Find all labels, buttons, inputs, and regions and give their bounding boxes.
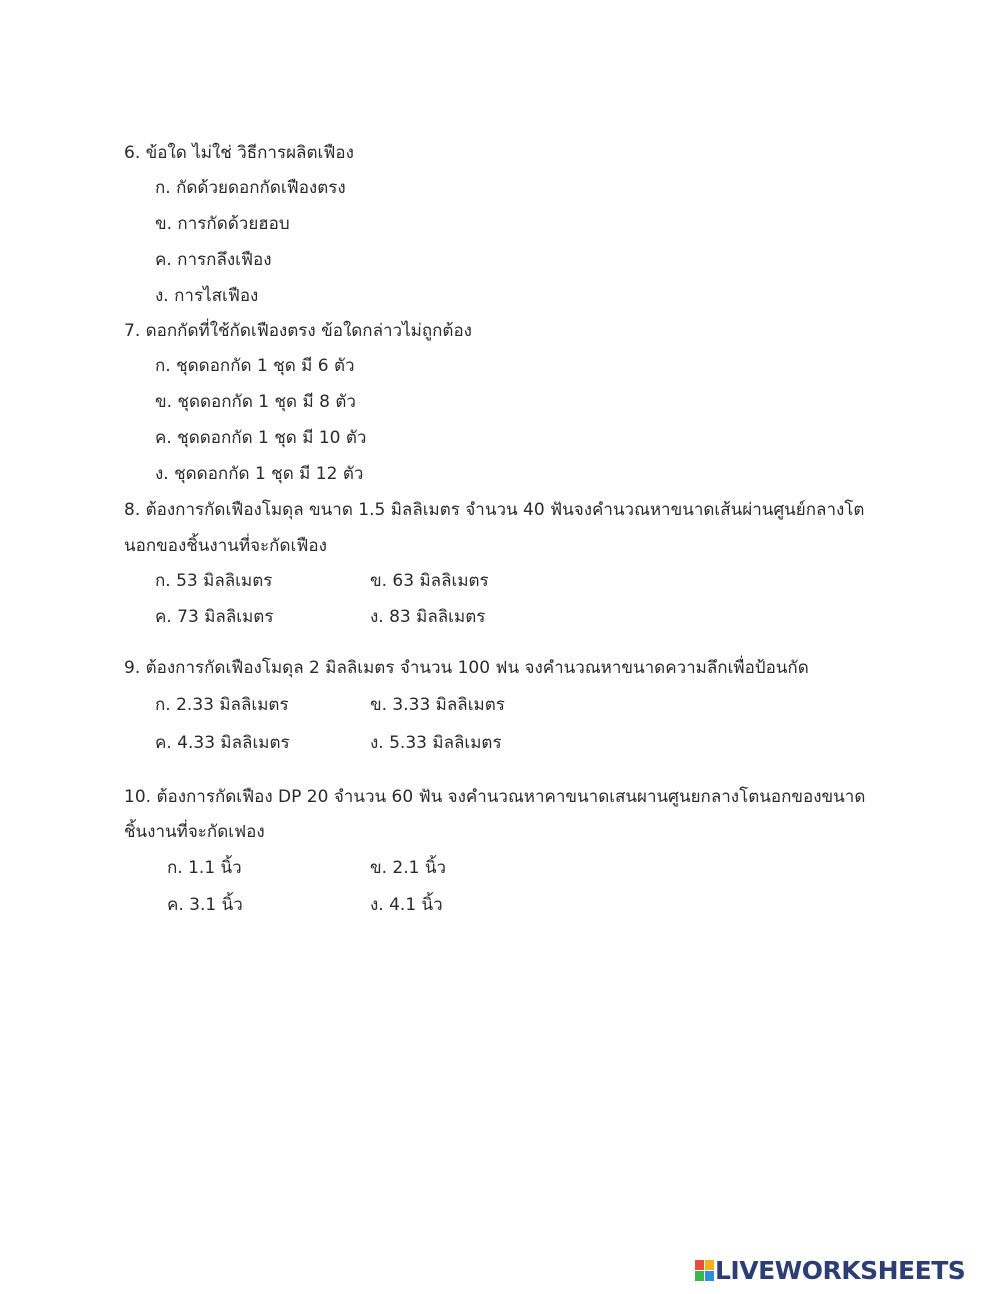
q9-option-d: ง. 5.33 มิลลิเมตร (370, 733, 502, 753)
question-10-line-2: ชิ้นงานที่จะกัดเฟอง (124, 822, 265, 842)
logo-square-3 (695, 1271, 704, 1281)
q7-option-c: ค. ชุดดอกกัด 1 ชุด มี 10 ตัว (155, 428, 367, 448)
q10-option-b: ข. 2.1 นิ้ว (370, 858, 447, 878)
q10-option-c: ค. 3.1 นิ้ว (167, 895, 243, 915)
q7-option-a: ก. ชุดดอกกัด 1 ชุด มี 6 ตัว (155, 356, 355, 376)
q8-option-a: ก. 53 มิลลิเมตร (155, 571, 273, 591)
q7-option-d: ง. ชุดดอกกัด 1 ชุด มี 12 ตัว (155, 464, 364, 484)
q10-option-a: ก. 1.1 นิ้ว (167, 858, 242, 878)
logo-square-2 (705, 1260, 714, 1270)
question-8-line-2: นอกของชิ้นงานที่จะกัดเฟือง (124, 536, 327, 556)
q8-option-d: ง. 83 มิลลิเมตร (370, 607, 486, 627)
q9-option-a: ก. 2.33 มิลลิเมตร (155, 695, 289, 715)
question-6: 6. ข้อใด ไม่ใช่ วิธีการผลิตเฟือง (124, 143, 354, 163)
q10-option-d: ง. 4.1 นิ้ว (370, 895, 443, 915)
question-9: 9. ต้องการกัดเฟืองโมดุล 2 มิลลิเมตร จำนวน 100 ฟน จงคำนวณหาขนาดความลึกเพื่อป้อนกัด (124, 658, 809, 678)
q6-option-d: ง. การไสเฟือง (155, 286, 259, 306)
question-10-line-1: 10. ต้องการกัดเฟือง DP 20 จำนวน 60 ฟัน จงคำนวณหาคาขนาดเสนผานศูนยกลางโตนอกของขนาด (124, 787, 866, 807)
logo-mark-icon (695, 1260, 713, 1280)
question-7: 7. ดอกกัดที่ใช้กัดเฟืองตรง ข้อใดกล่าวไม่ถูกต้อง (124, 321, 472, 341)
q9-option-b: ข. 3.33 มิลลิเมตร (370, 695, 505, 715)
logo-square-1 (695, 1260, 704, 1270)
q7-option-b: ข. ชุดดอกกัด 1 ชุด มี 8 ตัว (155, 392, 356, 412)
q8-option-b: ข. 63 มิลลิเมตร (370, 571, 489, 591)
logo-square-4 (705, 1271, 714, 1281)
q6-option-a: ก. กัดด้วยดอกกัดเฟืองตรง (155, 178, 346, 198)
liveworksheets-logo (695, 1256, 965, 1284)
q8-option-c: ค. 73 มิลลิเมตร (155, 607, 274, 627)
q6-option-b: ข. การกัดด้วยฮอบ (155, 214, 290, 234)
question-8-line-1: 8. ต้องการกัดเฟืองโมดุล ขนาด 1.5 มิลลิเมตร จำนวน 40 ฟันจงคำนวณหาขนาดเส้นผ่านศูนย์กลางโต (124, 500, 865, 520)
q6-option-c: ค. การกลึงเฟือง (155, 250, 272, 270)
q9-option-c: ค. 4.33 มิลลิเมตร (155, 733, 290, 753)
logo-text: LIVEWORKSHEETS (715, 1255, 966, 1285)
